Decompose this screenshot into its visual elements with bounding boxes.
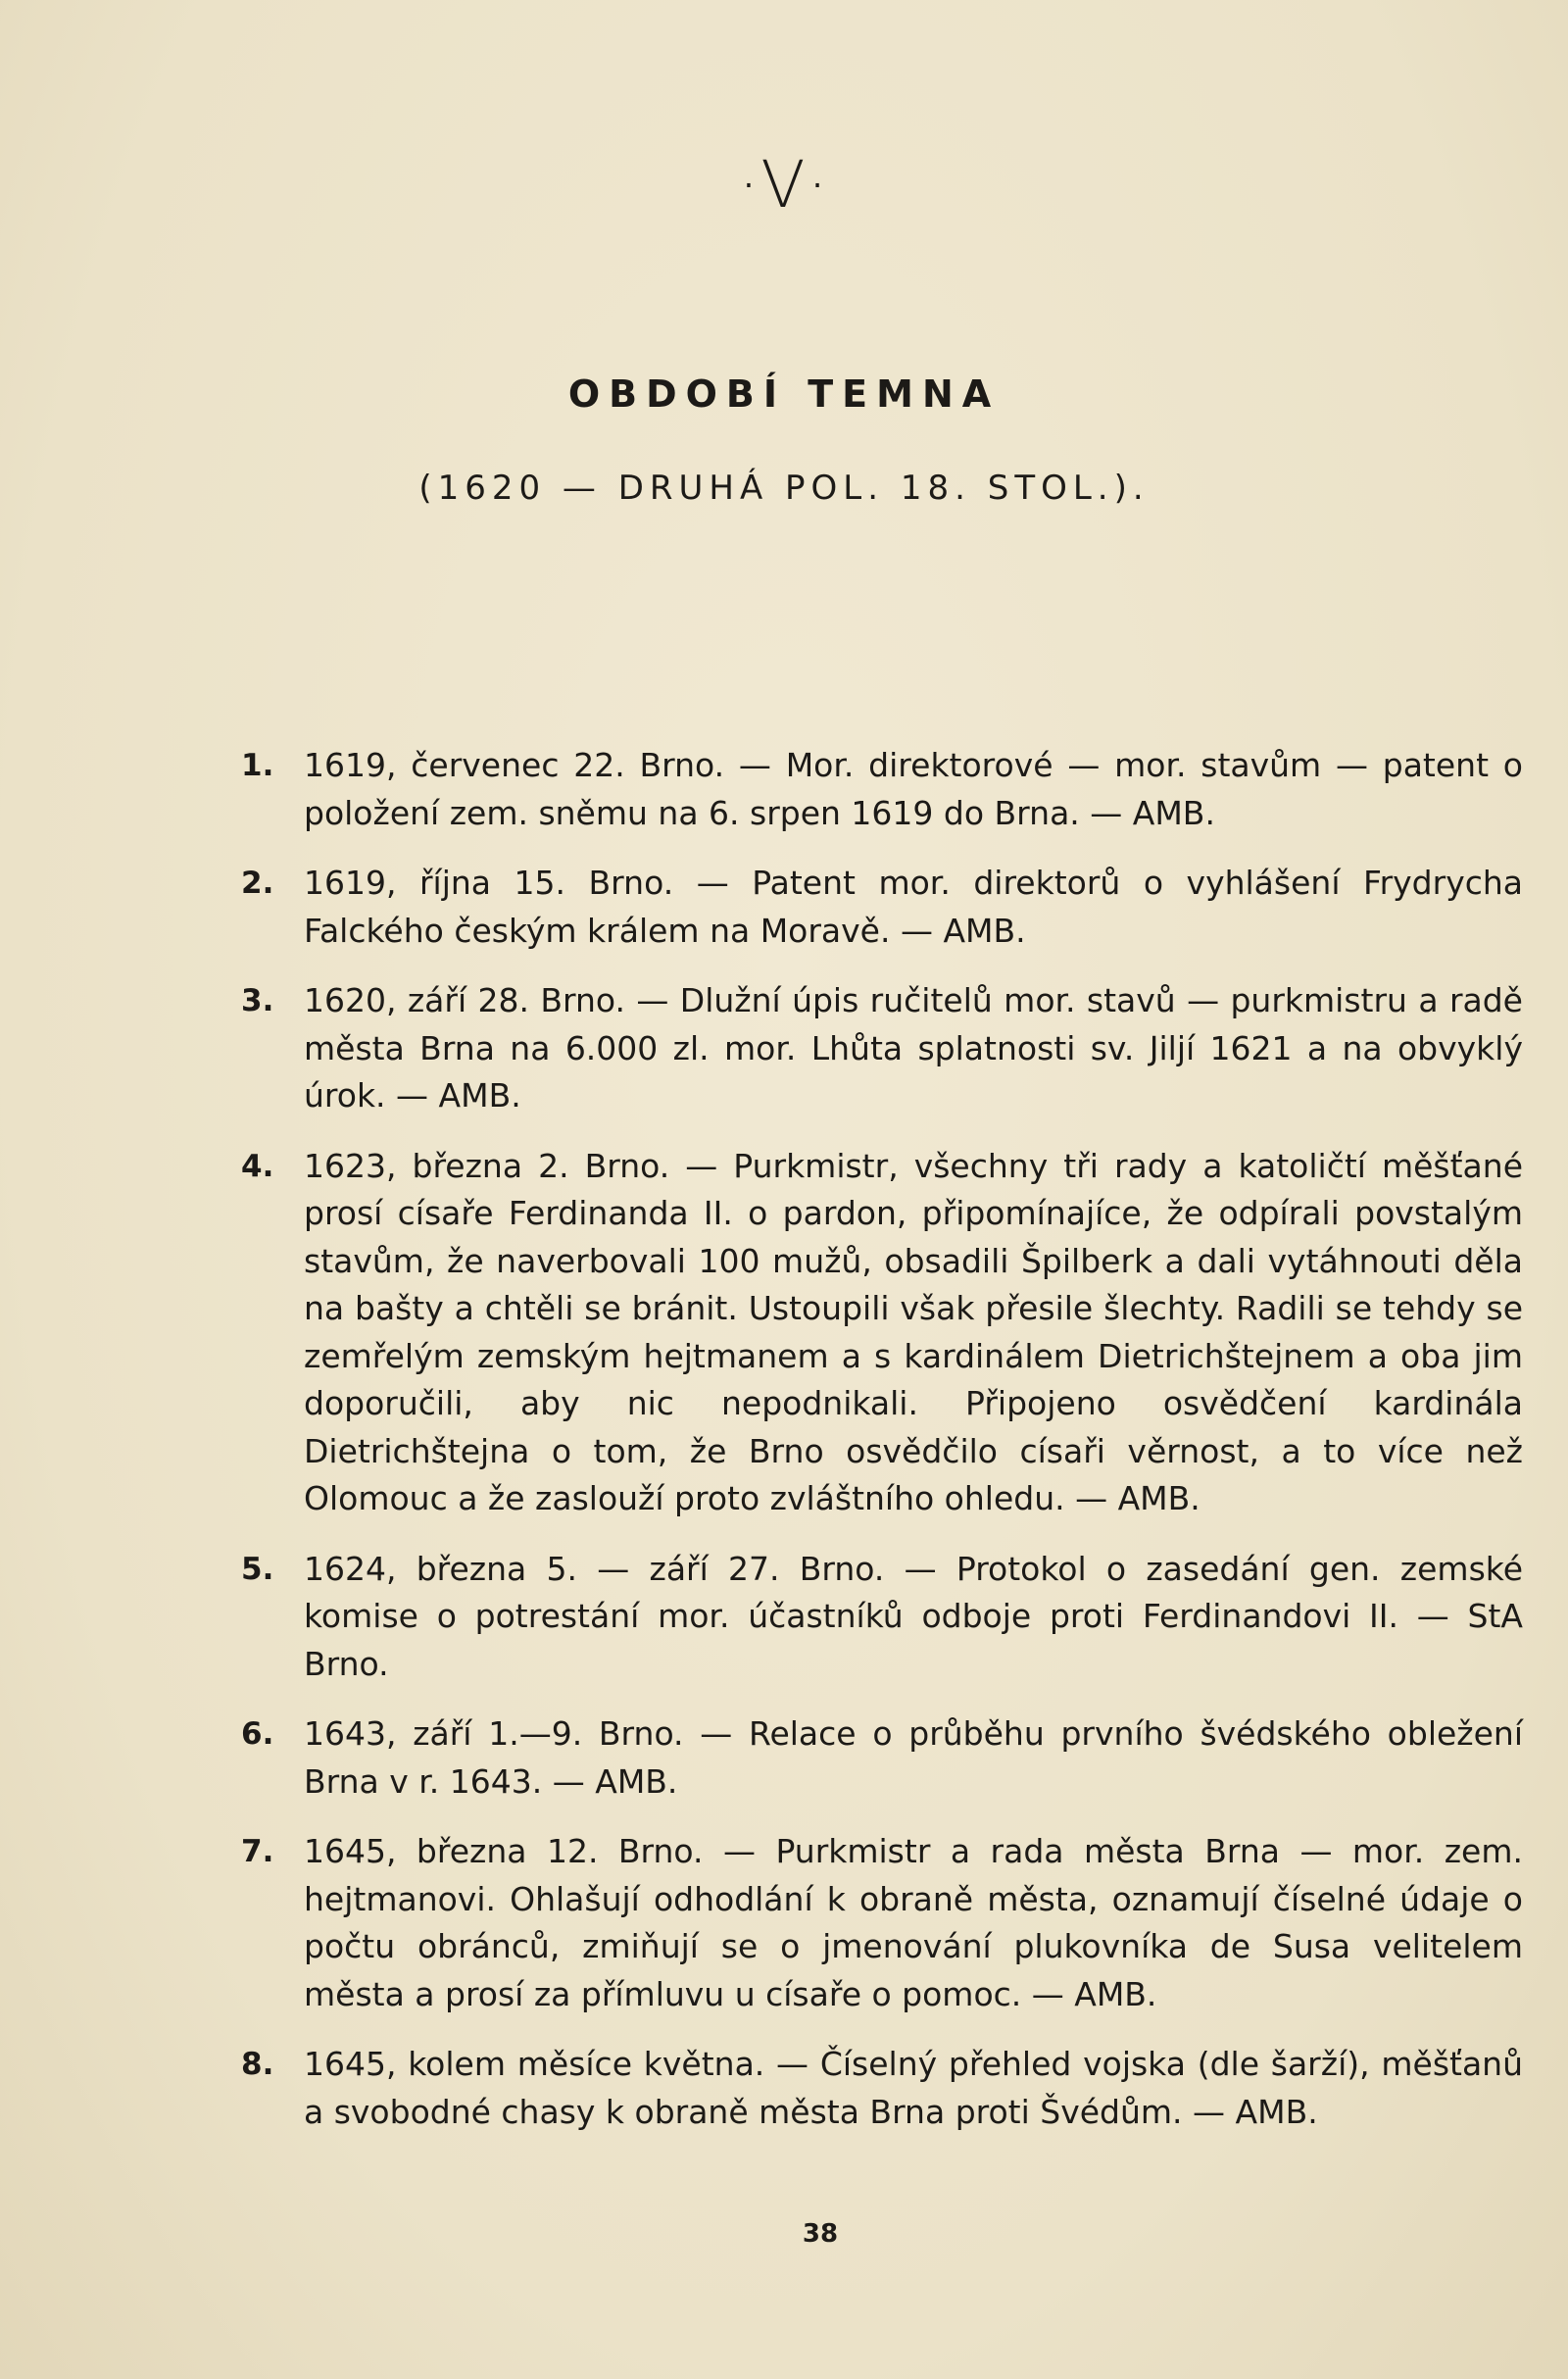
entry-number: 3. xyxy=(241,983,274,1018)
entry-text: 1645, března 12. Brno. — Purkmistr a rada města Brna — mor. zem. hejtmanovi. Ohlašují odhodlání k obraně města, oznamují číselné údaje o počtu obránců, zmiňují se o jmenování plukovníka de Susa velitelem města a prosí za přímluvu u císaře o pomoc. — AMB. xyxy=(304,1832,1523,2013)
entry-text: 1623, března 2. Brno. — Purkmistr, všechny tři rady a katoličtí měšťané prosí císaře Ferdinanda II. o pardon, připomínajíce, že odpírali povstalým stavům, že naverbovali 100 mužů, obsadili Špilberk a dali vytáhnouti děla na bašty a chtěli se bránit. Ustoupili však přesile šlechty. Radili se tehdy se zemřelým zemským hejtmanem a s kardinálem Dietrichštejnem a oba jim doporučili, aby nic nepodnikali. Připojeno osvědčení kardinála Dietrichštejna o tom, že Brno osvědčilo císaři věrnost, a to více než Olomouc a že zaslouží proto zvláštního ohledu. — AMB. xyxy=(304,1146,1523,1517)
entry-number: 5. xyxy=(241,1551,274,1587)
entry-number: 2. xyxy=(241,866,274,901)
entry-item xyxy=(241,860,1523,955)
chapter-subtitle: (1620 — DRUHÁ POL. 18. STOL.). xyxy=(418,469,1150,508)
entry-item xyxy=(241,742,1523,837)
entry-item xyxy=(241,1828,1523,2018)
entry-text: 1645, kolem měsíce května. — Číselný přehled vojska (dle šarží), měšťanů a svobodné chasy k obraně města Brna proti Švédům. — AMB. xyxy=(304,2045,1523,2131)
entry-number: 1. xyxy=(241,748,274,783)
entry-text: 1619, října 15. Brno. — Patent mor. direktorů o vyhlášení Frydrycha Falckého českým králem na Moravě. — AMB. xyxy=(304,864,1523,950)
chapter-title: OBDOBÍ TEMNA xyxy=(567,372,1001,416)
entry-text: 1620, září 28. Brno. — Dlužní úpis ručitelů mor. stavů — purkmistru a radě města Brna na 6.000 zl. mor. Lhůta splatnosti sv. Jiljí 1621 a na obvyklý úrok. — AMB. xyxy=(304,981,1523,1115)
chapter-numeral: ·V· xyxy=(738,147,830,223)
page-number: 38 xyxy=(802,2219,839,2249)
entry-text: 1643, září 1.—9. Brno. — Relace o průběhu prvního švédského obležení Brna v r. 1643. — AMB. xyxy=(304,1714,1523,1801)
entry-number: 7. xyxy=(241,1834,274,1869)
entry-item xyxy=(241,2041,1523,2136)
entry-item xyxy=(241,1143,1523,1523)
entry-text: 1619, červenec 22. Brno. — Mor. direktorové — mor. stavům — patent o položení zem. sněmu na 6. srpen 1619 do Brna. — AMB. xyxy=(304,746,1523,832)
entry-list xyxy=(241,742,1523,2158)
entry-item xyxy=(241,1710,1523,1806)
entry-item xyxy=(241,1546,1523,1689)
entry-number: 6. xyxy=(241,1716,274,1752)
entry-number: 8. xyxy=(241,2047,274,2082)
entry-item xyxy=(241,977,1523,1120)
entry-number: 4. xyxy=(241,1148,274,1184)
entry-text: 1624, března 5. — září 27. Brno. — Protokol o zasedání gen. zemské komise o potrestání mor. účastníků odboje proti Ferdinandovi II. — StA Brno. xyxy=(304,1549,1523,1683)
